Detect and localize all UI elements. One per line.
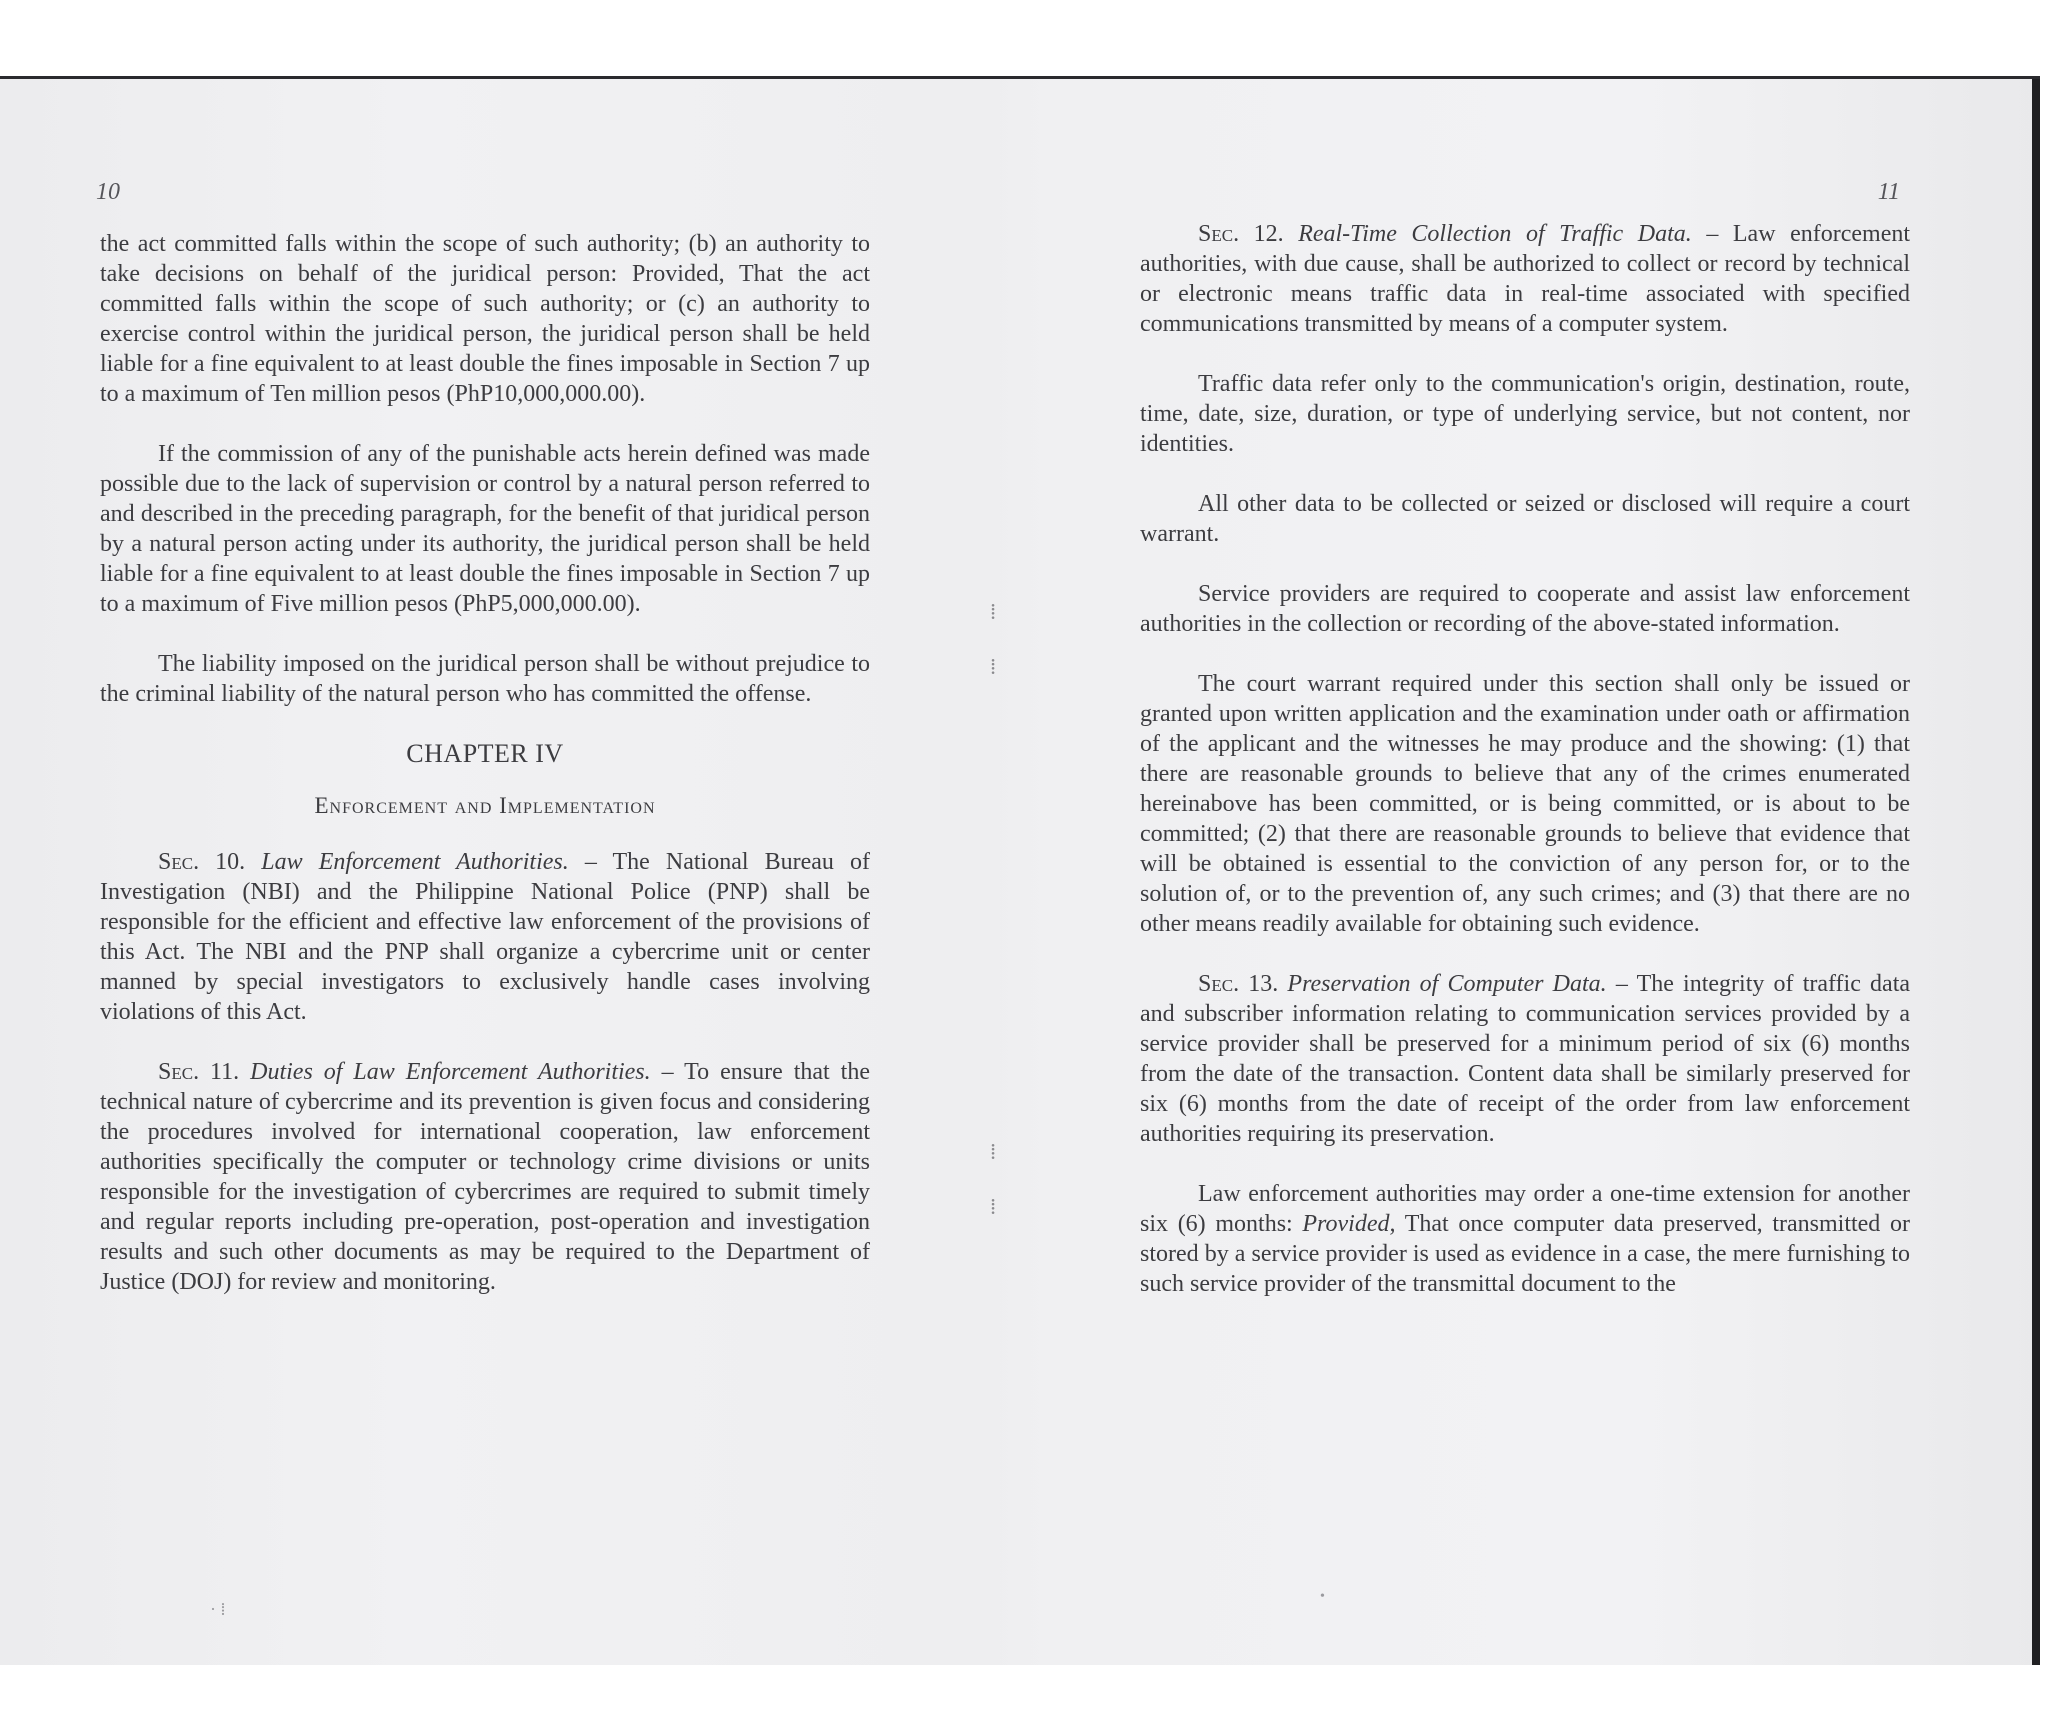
paragraph-text: That once computer data preserved, transmitted or stored by a service provider is used as evidence in a case, the mere furnishing to such service provider of the transmittal document to the	[1140, 1211, 1910, 1297]
scan-mark: •	[1320, 1589, 1325, 1604]
section-title: Duties of Law Enforcement Authorities.	[250, 1059, 651, 1085]
paragraph-text: Law enforcement authorities may order a one-time extension for another six (6) months:	[1140, 1181, 1910, 1237]
section-12	[1140, 219, 1910, 339]
paragraph-text: the act committed falls within the scope of such authority; (b) an authority to take decisions on behalf of the juridical person: Provided, That the act committed falls within the scope of such authority; or (c) an authority to exercise control within the juridical person, the juridical person shall be held liable for a fine equivalent to at least double the fines imposable in Section 7 up to a maximum of Ten million pesos (PhP10,000,000.00).	[100, 231, 870, 407]
right-page	[1140, 79, 1910, 1665]
section-body: – The National Bureau of Investigation (NBI) and the Philippine National Police (PNP) shall be responsible for the efficient and effective law enforcement of the provisions of this Act. The NBI and the PNP shall organize a cybercrime unit or center manned by special investigators to exclusively handle cases involving violations of this Act.	[100, 849, 870, 1025]
paragraph	[100, 229, 870, 409]
chapter-title: CHAPTER IV	[406, 739, 564, 768]
section-heading: Sec. 11.	[158, 1059, 240, 1085]
page-number: 10	[96, 179, 120, 205]
section-body: – To ensure that the technical nature of cybercrime and its prevention is given focus and considering the procedures involved for international cooperation, law enforcement authorities specifically the computer or technology crime divisions or units responsible for the investigation of cybercrimes are required to submit timely and regular reports including pre-operation, post-operation and investigation results and such other documents as may be required to the Department of Justice (DOJ) for review and monitoring.	[100, 1059, 870, 1295]
gutter-mark: ⁞	[990, 1139, 997, 1164]
paragraph: The liability imposed on the juridical person shall be without prejudice to the criminal liability of the natural person who has committed the offense.	[100, 651, 870, 707]
section-title: Real-Time Collection of Traffic Data.	[1298, 221, 1692, 247]
section-10	[100, 847, 870, 1027]
section-heading: Sec. 10.	[158, 849, 246, 875]
chapter-subtitle: Enforcement and Implementation	[314, 793, 656, 818]
paragraph: Traffic data refer only to the communication's origin, destination, route, time, date, size, duration, or type of underlying service, but not content, nor identities.	[1140, 371, 1910, 457]
gutter-mark: ⁞	[990, 654, 997, 679]
paragraph: Service providers are required to cooperate and assist law enforcement authorities in the collection or recording of the above-stated information.	[1140, 581, 1910, 637]
section-title: Preservation of Computer Data.	[1287, 971, 1607, 997]
left-page-body	[100, 229, 870, 1327]
provided-text: Provided,	[1302, 1211, 1396, 1237]
paragraph: All other data to be collected or seized or disclosed will require a court warrant.	[1140, 491, 1910, 547]
scan-edge	[2032, 79, 2040, 1665]
section-heading: Sec. 13.	[1198, 971, 1279, 997]
right-page-body	[1140, 219, 1910, 1329]
page-number: 11	[1877, 179, 1900, 205]
section-heading: Sec. 12.	[1198, 221, 1284, 247]
paragraph	[1140, 1179, 1910, 1299]
section-11	[100, 1057, 870, 1297]
book-scan	[0, 76, 2040, 1665]
section-body: – The integrity of traffic data and subscriber information relating to communication services provided by a service provider shall be preserved for a minimum period of six (6) months from the date of the transaction. Content data shall be similarly preserved for six (6) months from the date of receipt of the order from law enforcement authorities requiring its preservation.	[1140, 971, 1911, 1147]
scan-mark: · ⁞	[210, 1599, 226, 1619]
section-title: Law Enforcement Authorities.	[261, 849, 569, 875]
gutter-mark: ⁞	[990, 1194, 997, 1219]
section-13	[1140, 969, 1910, 1149]
gutter-mark: ⁞	[990, 599, 997, 624]
section-body: – Law enforcement authorities, with due cause, shall be authorized to collect or record by technical or electronic means traffic data in real-time associated with specified communications transmitted by means of a computer system.	[1140, 221, 1911, 337]
paragraph: If the commission of any of the punishable acts herein defined was made possible due to the lack of supervision or control by a natural person referred to and described in the preceding paragraph, for the benefit of that juridical person by a natural person acting under its authority, the juridical person shall be held liable for a fine equivalent to at least double the fines imposable in Section 7 up to a maximum of Five million pesos (PhP5,000,000.00).	[100, 441, 870, 617]
left-page	[96, 79, 870, 1665]
paragraph: The court warrant required under this section shall only be issued or granted upon written application and the examination under oath or affirmation of the applicant and the witnesses he may produce and the showing: (1) that there are reasonable grounds to believe that any of the crimes enumerated hereinabove has been committed, or is being committed, or is about to be committed; (2) that there are reasonable grounds to believe that evidence that will be obtained is essential to the conviction of any person for, or to the solution of, or to the prevention of, any such crimes; and (3) that there are no other means readily available for obtaining such evidence.	[1140, 671, 1910, 937]
